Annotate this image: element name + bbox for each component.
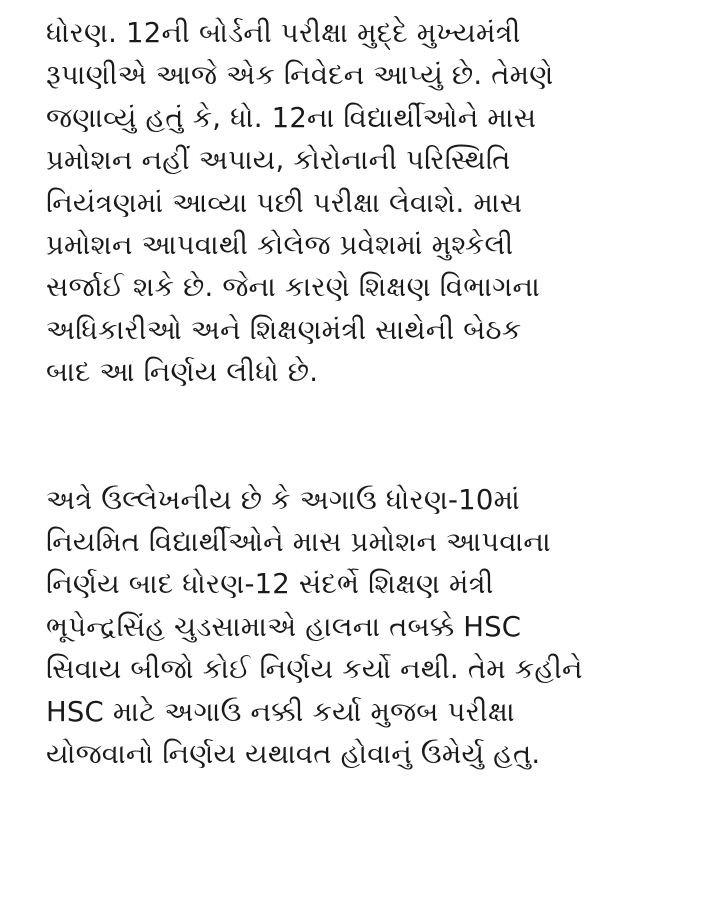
paragraph-spacer [46, 394, 706, 479]
text-line: ધોરણ. 12ની બોર્ડની પરીક્ષા મુદ્દે મુખ્યમંત્રી [46, 17, 521, 49]
text-line: પ્રમોશન આપવાથી કોલેજ પ્રવેશમાં મુશ્કેલી [46, 229, 514, 262]
text-line: નિયંત્રણમાં આવ્યા પછી પરીક્ષા લેવાશે. માસ [46, 186, 523, 219]
text-line: HSC માટે અગાઉ નક્કી કર્યા મુજબ પરીક્ષા [46, 695, 515, 728]
paragraph-1 [46, 12, 706, 394]
text-line: નિર્ણય બાદ ધોરણ-12 સંદર્ભે શિક્ષણ મંત્રી [46, 568, 494, 601]
text-line: પ્રમોશન નહીં અપાય, કોરોનાની પરિસ્થિતિ [46, 144, 511, 177]
text-line: યોજવાનો નિર્ણય યથાવત હોવાનું ઉમેર્યુ હતુ. [46, 738, 541, 771]
text-line: બાદ આ નિર્ણય લીધો છે. [46, 356, 319, 389]
text-line: રૂપાણીએ આજે એક નિવેદન આપ્યું છે. તેમણે [46, 59, 554, 92]
text-line: સર્જાઈ શકે છે. જેના કારણે શિક્ષણ વિભાગના [46, 271, 540, 304]
text-line: અધિકારીઓ અને શિક્ષણમંત્રી સાથેની બેઠક [46, 313, 522, 346]
text-line: સિવાય બીજો કોઈ નિર્ણય કર્યો નથી. તેમ કહીને [46, 653, 583, 686]
text-line: જણાવ્યું હતું કે, ધો. 12ના વિદ્યાર્થીઓને માસ [46, 101, 537, 134]
text-line: અત્રે ઉલ્લેખનીય છે કે અગાઉ ધોરણ-10માં [46, 483, 520, 516]
paragraph-2 [46, 479, 706, 776]
article-body [46, 12, 706, 776]
text-line: નિયમિત વિદ્યાર્થીઓને માસ પ્રમોશન આપવાના [46, 526, 551, 559]
text-line: ભૂપેન્દ્રસિંહ ચુડસામાએ હાલના તબક્કે HSC [46, 610, 522, 643]
